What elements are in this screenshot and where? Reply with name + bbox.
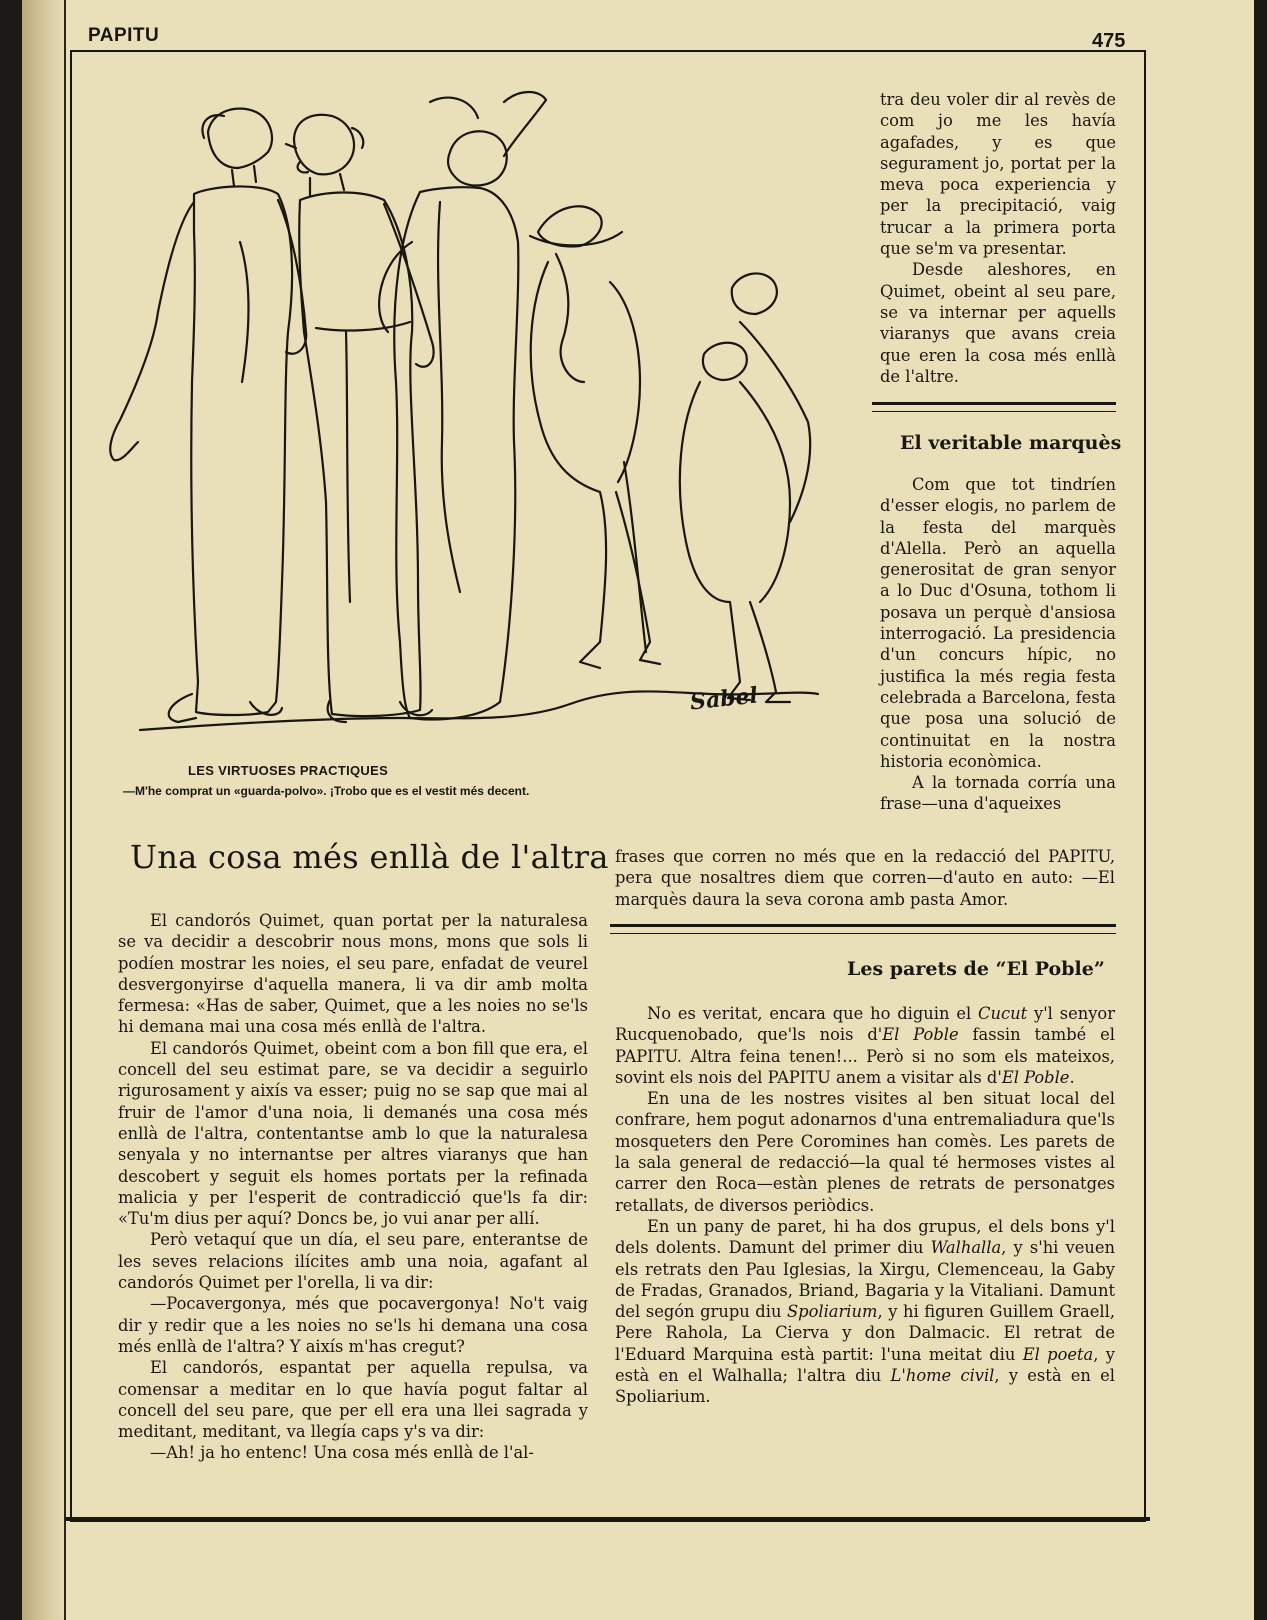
section-heading-poble: Les parets de “El Poble” bbox=[847, 958, 1105, 980]
section-marques-body bbox=[880, 474, 1116, 815]
continuation-paragraph-2: Desde aleshores, en Quimet, obeint al seu pare, se va internar per aquells viaranys que avans creia que eren la cosa més enllà de l'altre. bbox=[880, 260, 1116, 386]
section-divider bbox=[872, 402, 1116, 412]
section-divider bbox=[610, 924, 1116, 934]
poble-paragraph-3: En un pany de paret, hi ha dos grupus, el dels bons y'l dels dolents. Damunt del primer diu Walhalla, y s'hi veuen els retrats den Pau Iglesias, la Xirgu, Clemenceau, la Gaby de Fradas, Granados, Briand, Bagaria y la Vitaliani. Damunt del segón grupu diu Spoliarium, y hi figuren Guillem Graell, Pere Rahola, La Cierva y don Dalmacic. El retrat de l'Eduard Marquina està partit: l'una meitat diu El poeta, y està en el Walhalla; l'altra diu L'home civil, y està en el Spoliarium. bbox=[615, 1216, 1116, 1407]
marques-paragraph-1: Com que tot tindríen d'esser elogis, no parlem de la festa del marquès d'Alella. Però an aquella generositat de gran senyor a lo Duc d'Osuna, tothom li posava un perquè d'ansiosa interrogació. La presidencia d'un concurs hípic, no justifica la més regia festa celebrada a Barcelona, festa que posa una solució de continuitat en la nostra historia econòmica. bbox=[880, 475, 1116, 771]
article-paragraph: El candorós, espantat per aquella repulsa, va comensar a meditar en lo que havía pogut faltar al concell del seu pare, que per ell era una llei sagrada y meditant, meditant, va llegía caps y's va dir: bbox=[118, 1358, 588, 1442]
marques-paragraph-2: A la tornada corría una frase—una d'aqueixes bbox=[880, 773, 1116, 814]
figure-woman-arms-raised bbox=[379, 92, 546, 719]
figure-man-with-child bbox=[680, 273, 810, 702]
article-continuation-right bbox=[880, 89, 1116, 387]
bottom-rule bbox=[66, 1517, 1150, 1521]
article-paragraph: El candorós Quimet, quan portat per la naturalesa se va decidir a descobrir nous mons, mons que sols li podíen mostrar les noies, el seu pare, enfadat de veurel desvergonyirse d'aquella manera, li va dir amb molta fermesa: «Has de saber, Quimet, que a les noies no se'ls hi demana mai una cosa més enllà de l'altra. bbox=[118, 911, 588, 1037]
illustration-caption-text: —M'he comprat un «guarda-polvo». ¡Trobo que es el vestit més decent. bbox=[123, 784, 530, 798]
figure-woman-left bbox=[110, 109, 306, 722]
artist-signature: Sabel bbox=[688, 682, 760, 716]
continuation-paragraph: tra deu voler dir al revès de com jo me les havía agafades, y es que segurament jo, portat per la meva poca experiencia y per la precipitació, vaig trucar a la primera porta que se'm va presentar. bbox=[880, 90, 1116, 259]
poble-paragraph-1: No es veritat, encara que ho diguin el Cucut y'l senyor Rucquenobado, que'ls nois d'El Poble fassin també el PAPITU. Altra feina tenen!... Però si no som els mateixos, sovint els nois del PAPITU anem a visitar als d'El Poble. bbox=[615, 1004, 1115, 1087]
figure-man-hat bbox=[530, 206, 660, 668]
illustration-caption-title: LES VIRTUOSES PRACTIQUES bbox=[188, 763, 389, 778]
article-body bbox=[118, 910, 588, 1464]
page-number: 475 bbox=[1092, 30, 1126, 52]
illustration-virtuoses bbox=[100, 82, 868, 752]
page-gutter bbox=[22, 0, 66, 1620]
marques-paragraph-continuation bbox=[615, 846, 1115, 910]
section-heading-marques: El veritable marquès bbox=[900, 432, 1122, 454]
magazine-title: PAPITU bbox=[88, 25, 160, 46]
article-paragraph: El candorós Quimet, obeint com a bon fill que era, el concell del seu estimat pare, se va decidir a seguirlo rigurosament y aixís va esser; puig no se sap que mai al fruir de l'amor d'una noia, li demanés una cosa més enllà de l'altra, contentantse amb lo que la naturalesa senyala y no internantse per altres viaranys que han descobert y seguit els homes portats per la refinada malicia y per l'esperit de contradicció que'ls fa dir: «Tu'm dius per aquí? Doncs be, jo vui anar per allí. bbox=[118, 1038, 588, 1229]
poble-paragraph-2: En una de les nostres visites al ben situat local del confrare, hem pogut adonarnos d'una entremaliadura que'ls mosqueters den Pere Coromines han comès. Les parets de la sala general de redacció—la qual té hermoses vistes al carrer den Roca—estàn plenes de retrats de personatges retallats, de diversos periòdics. bbox=[615, 1089, 1115, 1215]
article-paragraph: —Pocavergonya, més que pocavergonya! No't vaig dir y redir que a les noies no se'ls hi demana una cosa més enllà de l'altra? Y aixís m'has cregut? bbox=[118, 1294, 588, 1356]
section-poble-body bbox=[615, 1003, 1115, 1408]
figure-woman-middle bbox=[286, 115, 434, 722]
marques-paragraph-2-cont: frases que corren no més que en la redacció del PAPITU, pera que nosaltres diem que corren—d'auto en auto: —El marquès daura la seva corona amb pasta Amor. bbox=[615, 847, 1115, 909]
article-paragraph: Però vetaquí que un día, el seu pare, enterantse de les seves relacions ilícites amb una noia, agafant al candorós Quimet per l'orella, li va dir: bbox=[118, 1230, 588, 1293]
article-title: Una cosa més enllà de l'altra bbox=[130, 838, 609, 876]
article-paragraph: —Ah! ja ho entenc! Una cosa més enllà de l'al- bbox=[150, 1443, 534, 1463]
